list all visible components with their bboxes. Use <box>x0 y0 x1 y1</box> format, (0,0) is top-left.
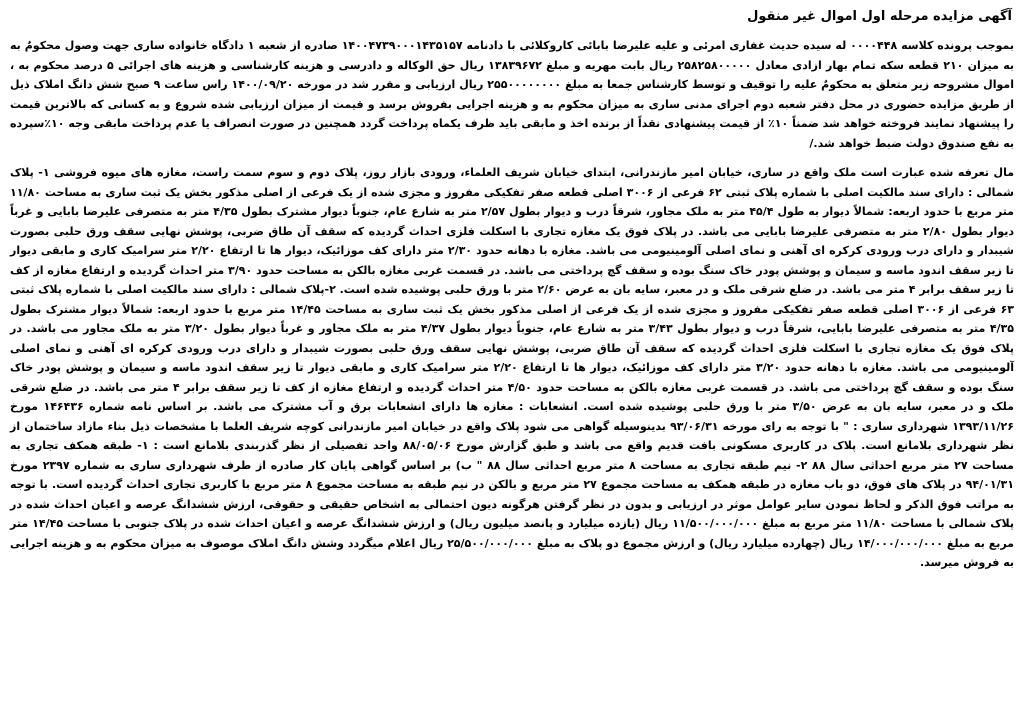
notice-title: آگهی مزایده مرحله اول اموال غیر منقول <box>747 9 1012 24</box>
notice-intro-paragraph: بموجب پرونده کلاسه ۰۰۰۰۴۴۸ له سیده حدیث غفاری امرئی و علیه علیرضا بابائی کاروکلائی با دادنامه ۱۴۰۰۴۷۳۹۰۰۰۱۴۳۵۱۵۷ صادره از شعبه ۱ دادگاه خانواده ساری جهت وصول محکومٌ به به میزان ۲۱۰ قطعه سکه تمام بهار ازادی معادل ۲۵۸۲۵۸۰۰۰۰۰ ریال بابت مهریه و مبلغ ۱۳۸۳۹۶۷۲ ریال حق الوکاله و دادرسی و هزینه کارشناسی و هزینه های اجرائی ۵ درصد محکوم به ، اموال مشروحه زیر متعلق به محکومٌ علیه را توقیف و توسط کارشناس جمعا به مبلغ ۲۵۵۰۰۰۰۰۰۰۰ ریال ارزیابی و مقرر شد در مورخه ۱۴۰۰/۰۹/۲۰ راس ساعت ۹ صبح شش دانگ املاک ذیل از طریق مزایده حضوری در محل دفتر شعبه دوم اجرای مدنی ساری به میزان محکوم به و هزینه اجرایی بفروش برسد و قیمت از میزان ارزیابی شده شروع و به کسانی که بالاترین قیمت را پیشنهاد نمایند فروخته خواهد شد ضمناً ۱۰٪ از قیمت پیشنهادی نقداً از برنده اخذ و مابقی باید ظرف یکماه پرداخت گردد همچنین در صورت انصراف یا عدم پرداخت مابقی وجه ۱۰٪سپرده به نفع صندوق دولت ضبط خواهد شد./ <box>10 39 1014 150</box>
notice-property-description: مال تعرفه شده عبارت است ملک واقع در ساری، خیابان امیر مازندرانی، ابتدای خیابان شریف العلماء، ورودی بازار روز، پلاک دوم و سوم سمت راست، مغازه های میوه فروشی ۱- پلاک شمالی : دارای سند مالکیت اصلی با شماره پلاک ثبتی ۶۲ فرعی از ۳۰۰۶ اصلی قطعه صفر تفکیکی مفروز و مجزی شده از یک فرعی از اصلی مذکور بخش یک ثبت ساری به مساحت ۱۱/۸۰ متر مربع با حدود اربعه: شمالاً دیوار به طول ۴۵/۴ متر به ملک مجاور، شرقاً درب و دیوار بطول ۲/۵۷ متر به شارع عام، جنوباً دیوار مشترک بطول ۴/۳۵ متر به متصرفی علیرضا بابایی و غرباً دیوار بطول ۲/۸۰ متر به متصرفی علیرضا بابایی می باشد. در پلاک فوق یک مغازه تجاری با اسکلت فلزی احداث گردیده که سقف آن طاق ضربی، پوشش نهایی سقف ورق حلبی بصورت شیبدار و دارای درب ورودی کرکره ای آهنی و نمای اصلی آلومینیومی می باشد. مغازه با دهانه حدود ۲/۳۰ متر دارای کف موزائیک، دیوار ها تا ارتفاع ۲/۲۰ متر سرامیک کاری و مابقی دیوار تا زیر سقف اندود ماسه و سیمان و پوشش پودر خاک سنگ بوده و سقف گچ پرداختی می باشد. در قسمت غربی مغازه بالکن به مساحت حدود ۳/۹۰ متر احداث گردیده و ارتفاع مغازه از کف تا زیر سقف برابر ۴ متر می باشد. در ضلع شرقی ملک و در معبر، سایه بان به عرض ۲/۶۰ متر با ورق حلبی پوشیده شده است. ۲-پلاک شمالی : دارای سند مالکیت اصلی با شماره پلاک ثبتی ۶۳ فرعی از ۳۰۰۶ اصلی قطعه صفر تفکیکی مفروز و مجزی شده از یک فرعی از اصلی مذکور بخش یک ثبت ساری به مساحت ۱۴/۴۵ متر مربع با حدود اربعه: شمالاً دیوار مشترک بطول ۴/۳۵ متر به متصرفی علیرضا بابایی، شرقاً درب و دیوار بطول ۳/۴۳ متر به شارع عام، جنوباً دیوار بطول ۴/۳۷ متر به ملک مجاور و غرباً دیوار بطول ۳/۲۰ متر به ملک مجاور می باشد. در پلاک فوق یک مغازه تجاری با اسکلت فلزی احداث گردیده که سقف آن طاق ضربی، پوشش نهایی سقف ورق حلبی بصورت شیبدار و دارای درب ورودی کرکره ای آهنی و نمای اصلی آلومینیومی می باشد. مغازه با دهانه حدود ۳/۲۰ متر دارای کف موزائیک، دیوار ها تا ارتفاع ۲/۲۰ متر سرامیک کاری و مابقی دیوار تا زیر سقف اندود ماسه و سیمان و پوشش پودر خاک سنگ بوده و سقف گچ پرداختی می باشد. در قسمت غربی مغازه بالکن به مساحت حدود ۴/۵۰ متر احداث گردیده و ارتفاع مغازه از کف تا زیر سقف برابر ۴ متر می باشد. در ضلع شرقی ملک و در معبر، سایه بان به عرض ۳/۵۰ متر با ورق حلبی پوشیده شده است. انشعابات : مغازه ها دارای انشعابات برق و آب مشترک می باشد. بر اساس نامه شماره ۱۴۶۴۳۶ مورخ ۱۳۹۳/۱۱/۲۶ شهرداری ساری : " با توجه به رای مورخه ۹۳/۰۶/۳۱ بدینوسیله گواهی می شود پلاک واقع در خیابان امیر مازندرانی کوچه شریف العلما با مشخصات ذیل بناء مازاد ساختمان از نظر شهرداری بلامانع است. پلاک در کاربری مسکونی بافت قدیم واقع می باشد و طبق گزارش مورخ ۸۸/۰۵/۰۶ واحد تفصیلی از نظر گذربندی بلامانع است : ۱- طبقه همکف تجاری به مساحت ۲۷ متر مربع احداثی سال ۸۸ ۲- نیم طبقه تجاری به مساحت ۸ متر مربع احداثی سال ۸۸ " ب) بر اساس گواهی پایان کار صادره از طرف شهرداری ساری به شماره ۲۳۹۷ مورخ ۹۴/۰۱/۳۱ در پلاک های فوق، دو باب مغازه در طبقه همکف به مساحت مجموع ۲۷ متر مربع و بالکن در نیم طبقه به مساحت مجموع ۸ متر مربع با کاربری تجاری احداث گردیده است. با توجه به مراتب فوق الذکر و لحاظ نمودن سایر عوامل موثر در ارزیابی و بدون در نظر گرفتن هرگونه دیون احتمالی به اشخاص حقیقی و حقوقی، ارزش ششدانگ عرصه و اعیان احداث شده در پلاک شمالی با مساحت ۱۱/۸۰ متر مربع به مبلغ ۱۱/۵۰۰/۰۰۰/۰۰۰ ریال (یازده میلیارد و پانصد میلیون ریال) و ارزش ششدانگ عرصه و اعیان احداث شده در پلاک جنوبی با مساحت ۱۴/۴۵ متر مربع به مبلغ ۱۴/۰۰۰/۰۰۰/۰۰۰ ریال (چهارده میلیارد ریال) و ارزش مجموع دو پلاک به مبلغ ۲۵/۵۰۰/۰۰۰/۰۰۰ ریال اعلام میگردد وشش دانگ املاک موصوف به میزان محکوم به و هزینه اجرایی به فروش میرسد. <box>10 166 1015 569</box>
